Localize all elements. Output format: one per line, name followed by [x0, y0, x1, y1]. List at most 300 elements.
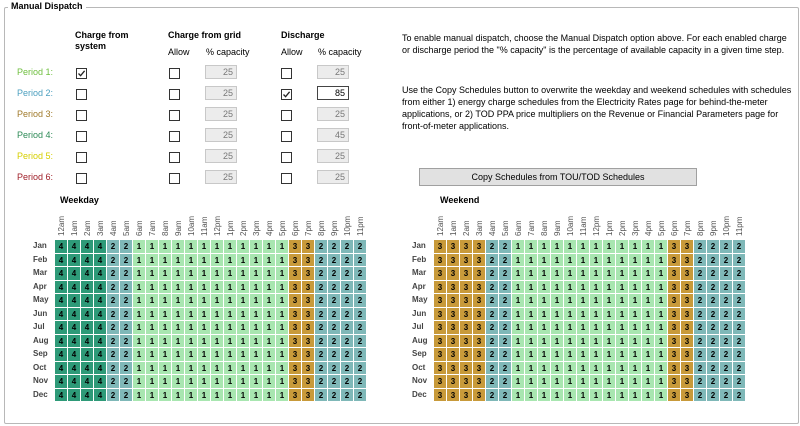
weekend-schedule-cell[interactable]: 1	[642, 240, 655, 254]
weekday-schedule-cell[interactable]: 3	[289, 240, 302, 254]
weekend-schedule-cell[interactable]: 3	[447, 267, 460, 281]
weekday-schedule-cell[interactable]: 2	[354, 362, 367, 376]
weekday-schedule-cell[interactable]: 2	[120, 321, 133, 335]
weekend-schedule-cell[interactable]: 1	[655, 389, 668, 403]
weekday-schedule-cell[interactable]: 1	[237, 240, 250, 254]
weekday-schedule-cell[interactable]: 4	[94, 240, 107, 254]
weekend-schedule-cell[interactable]: 2	[707, 254, 720, 268]
weekday-schedule-cell[interactable]: 1	[146, 254, 159, 268]
weekday-schedule-cell[interactable]: 4	[81, 389, 94, 403]
weekend-schedule-cell[interactable]: 1	[642, 254, 655, 268]
weekend-schedule-cell[interactable]: 1	[629, 348, 642, 362]
weekday-schedule-cell[interactable]: 3	[302, 375, 315, 389]
weekend-schedule-cell[interactable]: 1	[577, 335, 590, 349]
weekend-schedule-cell[interactable]: 2	[733, 335, 746, 349]
weekday-schedule-cell[interactable]: 1	[263, 389, 276, 403]
weekend-schedule-cell[interactable]: 3	[473, 267, 486, 281]
weekday-schedule-cell[interactable]: 2	[341, 254, 354, 268]
weekday-schedule-cell[interactable]: 2	[120, 294, 133, 308]
grid-capacity-input[interactable]: 25	[205, 86, 237, 100]
weekend-schedule-cell[interactable]: 2	[720, 389, 733, 403]
weekday-schedule-cell[interactable]: 1	[159, 335, 172, 349]
weekday-schedule-cell[interactable]: 3	[289, 254, 302, 268]
grid-capacity-input[interactable]: 25	[205, 128, 237, 142]
weekend-schedule-cell[interactable]: 1	[538, 321, 551, 335]
weekend-schedule-cell[interactable]: 2	[707, 308, 720, 322]
weekend-schedule-cell[interactable]: 2	[720, 254, 733, 268]
weekend-schedule-cell[interactable]: 3	[434, 240, 447, 254]
weekend-schedule-cell[interactable]: 3	[447, 348, 460, 362]
weekend-schedule-cell[interactable]: 1	[564, 267, 577, 281]
weekday-schedule-cell[interactable]: 2	[341, 267, 354, 281]
weekend-schedule-cell[interactable]: 1	[512, 375, 525, 389]
discharge-capacity-input[interactable]: 45	[317, 128, 349, 142]
weekend-schedule-cell[interactable]: 1	[538, 335, 551, 349]
weekend-schedule-cell[interactable]: 1	[590, 321, 603, 335]
weekday-schedule-cell[interactable]: 1	[185, 362, 198, 376]
discharge-capacity-input[interactable]: 25	[317, 170, 349, 184]
weekend-schedule-cell[interactable]: 1	[629, 375, 642, 389]
weekend-schedule-cell[interactable]: 1	[629, 254, 642, 268]
weekday-schedule-cell[interactable]: 1	[211, 389, 224, 403]
weekday-schedule-cell[interactable]: 1	[237, 321, 250, 335]
weekday-schedule-cell[interactable]: 2	[328, 267, 341, 281]
weekday-schedule-cell[interactable]: 2	[328, 348, 341, 362]
weekday-schedule-cell[interactable]: 4	[81, 335, 94, 349]
weekend-schedule-cell[interactable]: 3	[460, 254, 473, 268]
weekday-schedule-cell[interactable]: 1	[159, 362, 172, 376]
weekday-schedule-cell[interactable]: 2	[120, 281, 133, 295]
weekend-schedule-cell[interactable]: 1	[629, 294, 642, 308]
weekend-schedule-cell[interactable]: 1	[577, 375, 590, 389]
weekday-schedule-cell[interactable]: 4	[55, 254, 68, 268]
weekend-schedule-cell[interactable]: 3	[460, 335, 473, 349]
weekday-schedule-cell[interactable]: 2	[328, 321, 341, 335]
weekend-schedule-cell[interactable]: 2	[720, 281, 733, 295]
weekday-schedule-cell[interactable]: 1	[211, 254, 224, 268]
weekday-schedule-cell[interactable]: 1	[276, 335, 289, 349]
weekday-schedule-cell[interactable]: 4	[55, 375, 68, 389]
weekday-schedule-cell[interactable]: 1	[276, 267, 289, 281]
weekend-schedule-cell[interactable]: 1	[577, 267, 590, 281]
weekday-schedule-cell[interactable]: 1	[198, 294, 211, 308]
weekday-schedule-cell[interactable]: 1	[263, 335, 276, 349]
weekday-schedule-cell[interactable]: 1	[250, 321, 263, 335]
weekend-schedule-cell[interactable]: 1	[603, 267, 616, 281]
weekend-schedule-cell[interactable]: 3	[668, 348, 681, 362]
weekend-schedule-cell[interactable]: 2	[486, 348, 499, 362]
weekend-schedule-cell[interactable]: 2	[694, 240, 707, 254]
weekday-schedule-cell[interactable]: 4	[68, 348, 81, 362]
weekday-schedule-cell[interactable]: 1	[198, 308, 211, 322]
weekday-schedule-cell[interactable]: 2	[341, 308, 354, 322]
weekday-schedule-cell[interactable]: 1	[263, 254, 276, 268]
weekend-schedule-cell[interactable]: 1	[525, 375, 538, 389]
weekday-schedule-cell[interactable]: 1	[211, 375, 224, 389]
weekend-schedule-cell[interactable]: 1	[629, 308, 642, 322]
weekend-schedule-cell[interactable]: 1	[655, 267, 668, 281]
weekend-schedule-cell[interactable]: 1	[616, 389, 629, 403]
weekday-schedule-cell[interactable]: 1	[185, 389, 198, 403]
weekday-schedule-cell[interactable]: 2	[341, 362, 354, 376]
weekend-schedule-cell[interactable]: 1	[525, 335, 538, 349]
weekday-schedule-cell[interactable]: 1	[224, 240, 237, 254]
weekend-schedule-cell[interactable]: 1	[551, 281, 564, 295]
weekday-schedule-cell[interactable]: 1	[146, 362, 159, 376]
weekend-schedule-cell[interactable]: 1	[655, 375, 668, 389]
weekend-schedule-cell[interactable]: 1	[655, 308, 668, 322]
weekend-schedule-cell[interactable]: 2	[499, 389, 512, 403]
weekend-schedule-cell[interactable]: 3	[447, 281, 460, 295]
weekday-schedule-cell[interactable]: 1	[211, 240, 224, 254]
weekday-schedule-cell[interactable]: 4	[94, 389, 107, 403]
weekday-schedule-cell[interactable]: 3	[302, 294, 315, 308]
weekend-schedule-cell[interactable]: 1	[551, 335, 564, 349]
weekday-schedule-cell[interactable]: 4	[55, 321, 68, 335]
weekday-schedule-cell[interactable]: 2	[341, 375, 354, 389]
weekday-schedule-cell[interactable]: 1	[198, 240, 211, 254]
weekend-schedule-cell[interactable]: 1	[551, 267, 564, 281]
weekday-schedule-cell[interactable]: 1	[172, 281, 185, 295]
weekend-schedule-cell[interactable]: 3	[460, 362, 473, 376]
weekend-schedule-cell[interactable]: 2	[720, 267, 733, 281]
weekend-schedule-cell[interactable]: 2	[486, 240, 499, 254]
weekday-schedule-cell[interactable]: 1	[211, 294, 224, 308]
weekday-schedule-cell[interactable]: 1	[133, 308, 146, 322]
weekday-schedule-cell[interactable]: 1	[211, 348, 224, 362]
weekday-schedule-cell[interactable]: 3	[289, 308, 302, 322]
weekday-schedule-cell[interactable]: 4	[94, 308, 107, 322]
weekday-schedule-cell[interactable]: 2	[354, 267, 367, 281]
weekend-schedule-cell[interactable]: 1	[642, 362, 655, 376]
weekday-schedule-cell[interactable]: 1	[172, 240, 185, 254]
weekend-schedule-cell[interactable]: 1	[577, 321, 590, 335]
weekend-schedule-cell[interactable]: 3	[473, 348, 486, 362]
weekend-schedule-cell[interactable]: 1	[629, 389, 642, 403]
weekday-schedule-cell[interactable]: 2	[120, 348, 133, 362]
weekday-schedule-cell[interactable]: 1	[172, 389, 185, 403]
weekend-schedule-cell[interactable]: 2	[499, 254, 512, 268]
weekday-schedule-cell[interactable]: 1	[276, 389, 289, 403]
weekend-schedule-cell[interactable]: 1	[512, 362, 525, 376]
weekend-schedule-cell[interactable]: 1	[525, 240, 538, 254]
weekend-schedule-cell[interactable]: 1	[603, 240, 616, 254]
weekend-schedule-cell[interactable]: 1	[564, 254, 577, 268]
weekend-schedule-cell[interactable]: 1	[603, 321, 616, 335]
weekday-schedule-cell[interactable]: 1	[133, 389, 146, 403]
weekend-schedule-cell[interactable]: 1	[525, 389, 538, 403]
weekend-schedule-cell[interactable]: 3	[681, 362, 694, 376]
weekend-schedule-cell[interactable]: 1	[616, 348, 629, 362]
weekend-schedule-cell[interactable]: 1	[603, 348, 616, 362]
weekday-schedule-cell[interactable]: 2	[107, 254, 120, 268]
grid-capacity-input[interactable]: 25	[205, 65, 237, 79]
weekend-schedule-cell[interactable]: 1	[603, 389, 616, 403]
discharge-allow-checkbox[interactable]	[281, 68, 292, 79]
weekday-schedule-cell[interactable]: 2	[354, 335, 367, 349]
weekday-schedule-cell[interactable]: 1	[250, 335, 263, 349]
weekend-schedule-cell[interactable]: 3	[681, 308, 694, 322]
weekday-schedule-cell[interactable]: 2	[107, 362, 120, 376]
weekday-schedule-cell[interactable]: 2	[120, 308, 133, 322]
weekday-schedule-cell[interactable]: 1	[159, 321, 172, 335]
weekend-schedule-cell[interactable]: 1	[590, 308, 603, 322]
weekday-schedule-cell[interactable]: 1	[159, 267, 172, 281]
weekend-schedule-cell[interactable]: 3	[460, 375, 473, 389]
weekend-schedule-cell[interactable]: 3	[473, 240, 486, 254]
weekday-schedule-cell[interactable]: 1	[237, 254, 250, 268]
weekend-schedule-cell[interactable]: 3	[434, 267, 447, 281]
weekend-schedule-cell[interactable]: 1	[603, 281, 616, 295]
weekday-schedule-cell[interactable]: 1	[185, 308, 198, 322]
weekend-schedule-cell[interactable]: 2	[499, 294, 512, 308]
weekend-schedule-cell[interactable]: 3	[434, 308, 447, 322]
weekday-schedule-cell[interactable]: 1	[250, 281, 263, 295]
weekend-schedule-cell[interactable]: 3	[434, 254, 447, 268]
weekday-schedule-cell[interactable]: 4	[68, 281, 81, 295]
weekday-schedule-cell[interactable]: 2	[354, 389, 367, 403]
weekday-schedule-cell[interactable]: 1	[263, 375, 276, 389]
weekday-schedule-cell[interactable]: 3	[302, 335, 315, 349]
weekday-schedule-cell[interactable]: 1	[146, 308, 159, 322]
weekend-schedule-cell[interactable]: 2	[694, 267, 707, 281]
weekend-schedule-cell[interactable]: 1	[642, 267, 655, 281]
weekend-schedule-cell[interactable]: 2	[720, 335, 733, 349]
weekend-schedule-cell[interactable]: 3	[473, 362, 486, 376]
weekday-schedule-cell[interactable]: 1	[133, 321, 146, 335]
weekend-schedule-cell[interactable]: 1	[525, 362, 538, 376]
weekday-schedule-cell[interactable]: 2	[120, 362, 133, 376]
weekday-schedule-cell[interactable]: 2	[120, 267, 133, 281]
weekend-schedule-cell[interactable]: 2	[707, 375, 720, 389]
weekday-schedule-cell[interactable]: 2	[328, 362, 341, 376]
weekend-schedule-cell[interactable]: 2	[733, 294, 746, 308]
weekday-schedule-cell[interactable]: 1	[263, 281, 276, 295]
weekend-schedule-cell[interactable]: 2	[733, 254, 746, 268]
weekday-schedule-cell[interactable]: 3	[289, 321, 302, 335]
weekend-schedule-cell[interactable]: 3	[681, 335, 694, 349]
weekend-schedule-cell[interactable]: 1	[564, 308, 577, 322]
weekday-schedule-cell[interactable]: 1	[159, 254, 172, 268]
weekend-schedule-cell[interactable]: 3	[434, 335, 447, 349]
weekend-schedule-cell[interactable]: 1	[512, 267, 525, 281]
weekday-schedule-cell[interactable]: 1	[237, 335, 250, 349]
grid-allow-checkbox[interactable]	[169, 68, 180, 79]
weekend-schedule-cell[interactable]: 2	[707, 362, 720, 376]
weekday-schedule-cell[interactable]: 1	[146, 281, 159, 295]
weekday-schedule-cell[interactable]: 1	[185, 294, 198, 308]
weekend-schedule-cell[interactable]: 1	[616, 335, 629, 349]
weekend-schedule-cell[interactable]: 3	[447, 240, 460, 254]
weekend-schedule-cell[interactable]: 3	[473, 389, 486, 403]
weekend-schedule-cell[interactable]: 2	[499, 267, 512, 281]
weekend-schedule-cell[interactable]: 1	[512, 294, 525, 308]
weekend-schedule-cell[interactable]: 2	[486, 375, 499, 389]
weekend-schedule-cell[interactable]: 2	[733, 267, 746, 281]
weekend-schedule-cell[interactable]: 1	[655, 348, 668, 362]
weekend-schedule-cell[interactable]: 1	[577, 348, 590, 362]
weekend-schedule-cell[interactable]: 3	[434, 281, 447, 295]
weekday-schedule-cell[interactable]: 2	[328, 308, 341, 322]
weekday-schedule-cell[interactable]: 1	[276, 294, 289, 308]
weekend-schedule-cell[interactable]: 3	[681, 389, 694, 403]
weekday-schedule-cell[interactable]: 2	[120, 389, 133, 403]
weekday-schedule-cell[interactable]: 1	[133, 294, 146, 308]
weekend-schedule-cell[interactable]: 3	[434, 389, 447, 403]
weekend-schedule-cell[interactable]: 2	[733, 281, 746, 295]
weekend-schedule-cell[interactable]: 2	[694, 375, 707, 389]
weekday-schedule-cell[interactable]: 1	[133, 254, 146, 268]
weekend-schedule-cell[interactable]: 1	[577, 294, 590, 308]
weekend-schedule-cell[interactable]: 3	[434, 348, 447, 362]
weekend-schedule-cell[interactable]: 2	[486, 254, 499, 268]
charge-from-system-checkbox[interactable]	[76, 173, 87, 184]
weekend-schedule-cell[interactable]: 1	[603, 294, 616, 308]
weekday-schedule-cell[interactable]: 2	[341, 281, 354, 295]
weekday-schedule-cell[interactable]: 1	[224, 335, 237, 349]
weekday-schedule-cell[interactable]: 4	[94, 321, 107, 335]
discharge-capacity-input[interactable]: 25	[317, 65, 349, 79]
weekday-schedule-cell[interactable]: 4	[55, 348, 68, 362]
weekday-schedule-cell[interactable]: 1	[133, 335, 146, 349]
weekend-schedule-cell[interactable]: 2	[486, 267, 499, 281]
charge-from-system-checkbox[interactable]	[76, 89, 87, 100]
weekday-schedule-cell[interactable]: 1	[172, 335, 185, 349]
weekday-schedule-cell[interactable]: 2	[315, 389, 328, 403]
weekday-schedule-cell[interactable]: 1	[198, 267, 211, 281]
weekday-schedule-cell[interactable]: 1	[276, 348, 289, 362]
weekend-schedule-cell[interactable]: 3	[668, 389, 681, 403]
weekday-schedule-cell[interactable]: 2	[107, 375, 120, 389]
charge-from-system-checkbox[interactable]	[76, 110, 87, 121]
weekend-schedule-cell[interactable]: 1	[590, 240, 603, 254]
weekend-schedule-cell[interactable]: 1	[616, 281, 629, 295]
weekday-schedule-cell[interactable]: 1	[276, 281, 289, 295]
weekday-schedule-cell[interactable]: 1	[237, 348, 250, 362]
weekday-schedule-cell[interactable]: 1	[159, 308, 172, 322]
weekday-schedule-cell[interactable]: 4	[94, 281, 107, 295]
grid-allow-checkbox[interactable]	[169, 89, 180, 100]
weekday-schedule-cell[interactable]: 1	[172, 294, 185, 308]
weekday-schedule-cell[interactable]: 1	[133, 348, 146, 362]
weekend-schedule-cell[interactable]: 1	[538, 375, 551, 389]
weekend-schedule-cell[interactable]: 1	[551, 240, 564, 254]
weekend-schedule-cell[interactable]: 3	[668, 240, 681, 254]
weekday-schedule-cell[interactable]: 1	[146, 389, 159, 403]
weekend-schedule-cell[interactable]: 1	[551, 254, 564, 268]
weekday-schedule-cell[interactable]: 2	[341, 348, 354, 362]
weekday-schedule-cell[interactable]: 2	[315, 335, 328, 349]
weekend-schedule-cell[interactable]: 3	[434, 375, 447, 389]
weekday-schedule-cell[interactable]: 4	[68, 308, 81, 322]
weekend-schedule-cell[interactable]: 1	[538, 281, 551, 295]
weekend-schedule-cell[interactable]: 1	[590, 389, 603, 403]
weekday-schedule-cell[interactable]: 2	[341, 389, 354, 403]
weekend-schedule-cell[interactable]: 1	[512, 389, 525, 403]
weekday-schedule-cell[interactable]: 4	[81, 281, 94, 295]
charge-from-system-checkbox[interactable]	[76, 68, 87, 79]
weekend-schedule-cell[interactable]: 3	[460, 389, 473, 403]
weekend-schedule-cell[interactable]: 1	[525, 348, 538, 362]
weekday-schedule-cell[interactable]: 3	[289, 348, 302, 362]
weekend-schedule-cell[interactable]: 2	[486, 294, 499, 308]
weekday-schedule-cell[interactable]: 3	[302, 362, 315, 376]
weekend-schedule-cell[interactable]: 1	[551, 389, 564, 403]
weekend-schedule-cell[interactable]: 1	[655, 335, 668, 349]
weekday-schedule-cell[interactable]: 4	[55, 389, 68, 403]
weekend-schedule-cell[interactable]: 3	[473, 375, 486, 389]
weekday-schedule-cell[interactable]: 1	[263, 362, 276, 376]
weekend-schedule-cell[interactable]: 1	[629, 335, 642, 349]
weekend-schedule-cell[interactable]: 1	[655, 254, 668, 268]
weekday-schedule-cell[interactable]: 4	[94, 294, 107, 308]
weekend-schedule-cell[interactable]: 1	[564, 281, 577, 295]
weekend-schedule-cell[interactable]: 3	[460, 321, 473, 335]
weekend-schedule-cell[interactable]: 1	[590, 281, 603, 295]
weekend-schedule-cell[interactable]: 2	[486, 335, 499, 349]
weekend-schedule-cell[interactable]: 3	[473, 254, 486, 268]
weekday-schedule-cell[interactable]: 2	[354, 281, 367, 295]
weekday-schedule-cell[interactable]: 1	[224, 375, 237, 389]
weekend-schedule-cell[interactable]: 2	[694, 389, 707, 403]
weekday-schedule-cell[interactable]: 4	[68, 335, 81, 349]
weekday-schedule-cell[interactable]: 1	[250, 294, 263, 308]
weekday-schedule-cell[interactable]: 2	[315, 281, 328, 295]
weekend-schedule-cell[interactable]: 2	[720, 348, 733, 362]
weekday-schedule-cell[interactable]: 3	[302, 240, 315, 254]
weekend-schedule-cell[interactable]: 1	[564, 375, 577, 389]
weekday-schedule-cell[interactable]: 2	[107, 308, 120, 322]
weekend-schedule-cell[interactable]: 1	[616, 308, 629, 322]
weekday-schedule-cell[interactable]: 2	[341, 335, 354, 349]
weekend-schedule-cell[interactable]: 3	[434, 362, 447, 376]
weekday-schedule-cell[interactable]: 1	[237, 362, 250, 376]
grid-allow-checkbox[interactable]	[169, 110, 180, 121]
weekday-schedule-cell[interactable]: 3	[302, 308, 315, 322]
weekend-schedule-cell[interactable]: 1	[577, 389, 590, 403]
weekday-schedule-cell[interactable]: 1	[185, 281, 198, 295]
weekend-schedule-cell[interactable]: 2	[499, 308, 512, 322]
weekend-schedule-cell[interactable]: 1	[512, 335, 525, 349]
weekday-schedule-cell[interactable]: 1	[263, 267, 276, 281]
weekday-schedule-cell[interactable]: 4	[81, 348, 94, 362]
weekend-schedule-cell[interactable]: 3	[681, 281, 694, 295]
weekend-schedule-cell[interactable]: 1	[629, 240, 642, 254]
weekday-schedule-cell[interactable]: 1	[146, 348, 159, 362]
weekend-schedule-cell[interactable]: 1	[577, 362, 590, 376]
weekend-schedule-cell[interactable]: 2	[499, 281, 512, 295]
weekday-schedule-cell[interactable]: 1	[276, 254, 289, 268]
weekend-schedule-cell[interactable]: 3	[447, 389, 460, 403]
weekend-schedule-cell[interactable]: 2	[733, 321, 746, 335]
weekend-schedule-cell[interactable]: 1	[577, 254, 590, 268]
weekday-schedule-cell[interactable]: 1	[159, 375, 172, 389]
weekend-schedule-cell[interactable]: 3	[668, 321, 681, 335]
grid-capacity-input[interactable]: 25	[205, 107, 237, 121]
weekday-schedule-cell[interactable]: 1	[224, 348, 237, 362]
weekday-schedule-cell[interactable]: 2	[315, 375, 328, 389]
weekday-schedule-cell[interactable]: 1	[198, 281, 211, 295]
weekday-schedule-cell[interactable]: 4	[81, 375, 94, 389]
weekend-schedule-cell[interactable]: 3	[473, 294, 486, 308]
weekday-schedule-cell[interactable]: 2	[107, 389, 120, 403]
weekday-schedule-cell[interactable]: 1	[185, 240, 198, 254]
weekend-schedule-cell[interactable]: 1	[616, 267, 629, 281]
weekday-schedule-cell[interactable]: 1	[211, 267, 224, 281]
weekday-schedule-cell[interactable]: 1	[159, 389, 172, 403]
weekend-schedule-cell[interactable]: 1	[616, 240, 629, 254]
weekday-schedule-cell[interactable]: 1	[159, 348, 172, 362]
